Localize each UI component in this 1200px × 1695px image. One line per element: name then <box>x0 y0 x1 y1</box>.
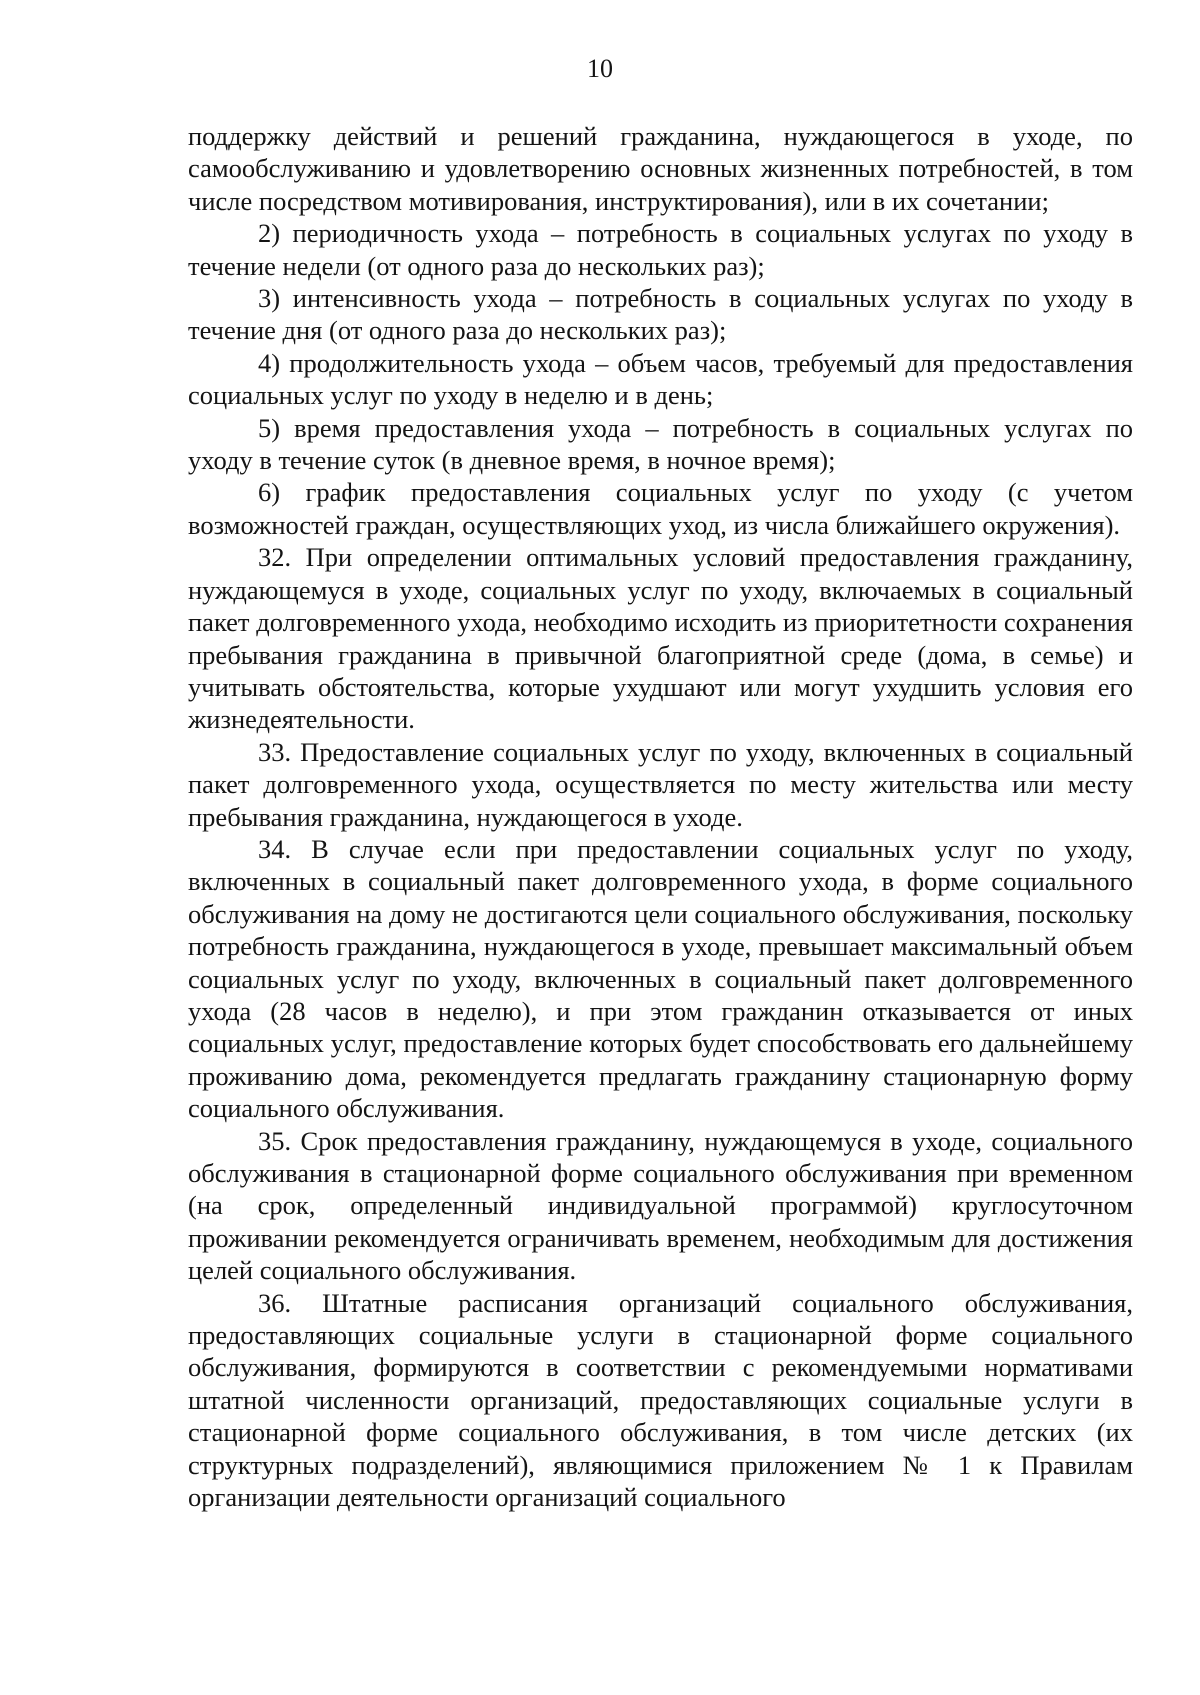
paragraph-clause-33: 33. Предоставление социальных услуг по уходу, включенных в социальный пакет долговременного ухода, осуществляется по месту жительства или месту пребывания гражданина, нуждающегося в уходе. <box>188 736 1133 832</box>
paragraph-item-5-time: 5) время предоставления ухода – потребность в социальных услугах по уходу в течение суток (в дневное время, в ночное время); <box>188 412 1133 476</box>
page-number: 10 <box>587 54 613 83</box>
paragraph-clause-34: 34. В случае если при предоставлении социальных услуг по уходу, включенных в социальный пакет долговременного ухода, в форме социального обслуживания на дому не достигаются цели социального обслуживания, поскольку потребность гражданина, нуждающегося в уходе, превышает максимальный объем социальных услуг по уходу, включенных в социальный пакет долговременного ухода (28 часов в неделю), и при этом гражданин отказывается от иных социальных услуг, предоставление которых будет способствовать его дальнейшему проживанию дома, рекомендуется предлагать гражданину стационарную форму социального обслуживания. <box>188 833 1133 1124</box>
body-text <box>188 120 1133 1513</box>
paragraph-item-3-intensity: 3) интенсивность ухода – потребность в социальных услугах по уходу в течение дня (от одного раза до нескольких раз); <box>188 283 1133 346</box>
paragraph-item-6-schedule: 6) график предоставления социальных услуг по уходу (с учетом возможностей граждан, осуществляющих уход, из числа ближайшего окружения). <box>188 477 1133 540</box>
paragraph-clause-36: 36. Штатные расписания организаций социального обслуживания, предоставляющих социальные услуги в стационарной форме социального обслуживания, формируются в соответствии с рекомендуемыми нормативами штатной численности организаций, предоставляющих социальные услуги в стационарной форме социального обслуживания, в том числе детских (их структурных подразделений), являющимися приложением № 1 к Правилам организации деятельности организаций социального <box>188 1287 1133 1513</box>
paragraph-item-4-duration: 4) продолжительность ухода – объем часов, требуемый для предоставления социальных услуг по уходу в неделю и в день; <box>188 347 1133 411</box>
paragraph-item-2-periodicity: 2) периодичность ухода – потребность в социальных услугах по уходу в течение недели (от одного раза до нескольких раз); <box>188 218 1133 281</box>
paragraph-clause-35: 35. Срок предоставления гражданину, нуждающемуся в уходе, социального обслуживания в стационарной форме социального обслуживания при временном (на срок, определенный индивидуальной программой) круглосуточном проживании рекомендуется ограничивать временем, необходимым для достижения целей социального обслуживания. <box>188 1125 1133 1286</box>
paragraph-continuation: поддержку действий и решений гражданина, нуждающегося в уходе, по самообслуживанию и удовлетворению основных жизненных потребностей, в том числе посредством мотивирования, инструктирования), или в их сочетании; <box>188 121 1133 216</box>
paragraph-clause-32: 32. При определении оптимальных условий предоставления гражданину, нуждающемуся в уходе, социальных услуг по уходу, включаемых в социальный пакет долговременного ухода, необходимо исходить из приоритетности сохранения пребывания гражданина в привычной благоприятной среде (дома, в семье) и учитывать обстоятельства, которые ухудшают или могут ухудшить условия его жизнедеятельности. <box>188 542 1133 735</box>
